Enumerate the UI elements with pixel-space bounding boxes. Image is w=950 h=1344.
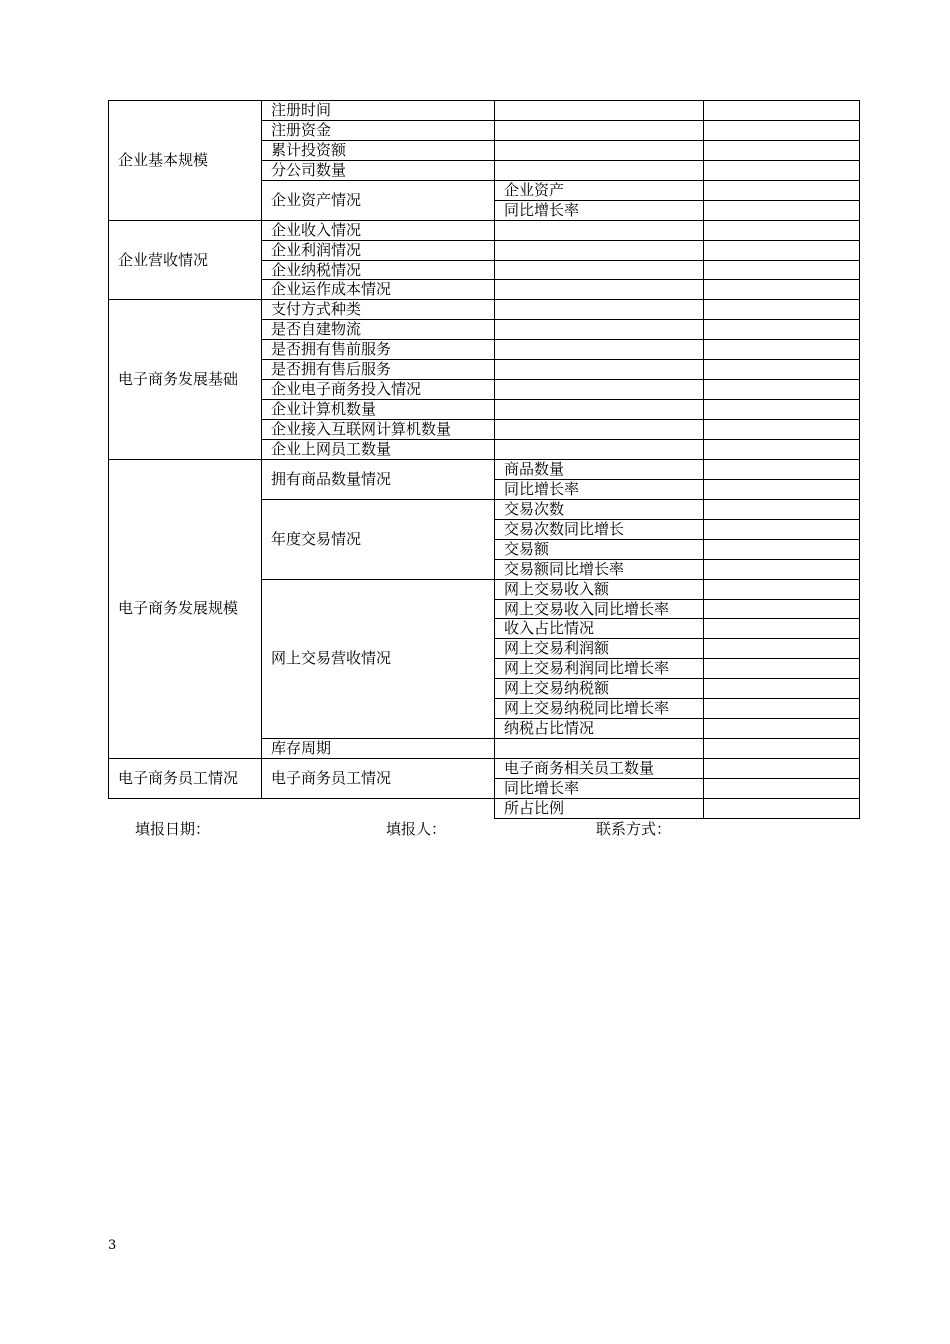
item-cell: 企业利润情况 <box>271 240 362 259</box>
item-cell: 企业计算机数量 <box>271 400 377 419</box>
table-border-left <box>108 100 109 798</box>
category-cell: 电子商务发展基础 <box>118 370 239 389</box>
category-cell: 企业基本规模 <box>118 150 209 169</box>
category-cell: 企业营收情况 <box>118 250 209 269</box>
indicator-cell: 网上交易利润同比增长率 <box>504 659 670 678</box>
row-divider <box>108 798 860 799</box>
indicator-cell: 网上交易纳税额 <box>504 679 610 698</box>
subcategory-cell: 企业资产情况 <box>271 190 362 209</box>
indicator-cell: 同比增长率 <box>504 200 580 219</box>
item-cell: 库存周期 <box>271 739 332 758</box>
page-number: 3 <box>108 1238 117 1253</box>
item-cell: 注册时间 <box>271 101 332 119</box>
indicator-cell: 同比增长率 <box>504 778 580 797</box>
item-cell: 企业上网员工数量 <box>271 439 392 458</box>
fill-date-label: 填报日期： <box>135 820 211 838</box>
indicator-cell: 网上交易利润额 <box>504 639 610 658</box>
item-cell: 分公司数量 <box>271 160 347 179</box>
indicator-cell: 所占比例 <box>504 798 565 817</box>
indicator-cell: 网上交易收入同比增长率 <box>504 599 670 618</box>
item-cell: 企业接入互联网计算机数量 <box>271 420 452 439</box>
contact-label: 联系方式： <box>596 820 672 838</box>
item-cell: 是否自建物流 <box>271 320 362 339</box>
indicator-cell: 网上交易收入额 <box>504 579 610 598</box>
indicator-cell: 交易次数 <box>504 499 565 518</box>
filler-label: 填报人： <box>386 820 447 838</box>
row-divider <box>108 758 860 759</box>
category-cell: 电子商务员工情况 <box>118 768 239 787</box>
item-cell: 支付方式种类 <box>271 300 362 319</box>
category-cell: 电子商务发展规模 <box>118 599 239 618</box>
item-cell: 是否拥有售前服务 <box>271 340 392 359</box>
item-cell: 累计投资额 <box>271 140 347 159</box>
indicator-cell: 同比增长率 <box>504 479 580 498</box>
row-divider <box>494 818 860 819</box>
item-cell: 企业运作成本情况 <box>271 280 392 299</box>
item-cell: 企业电子商务投入情况 <box>271 380 422 399</box>
subcategory-cell: 拥有商品数量情况 <box>271 469 392 488</box>
indicator-cell: 纳税占比情况 <box>504 719 595 738</box>
indicator-cell: 企业资产 <box>504 180 565 199</box>
item-cell: 企业收入情况 <box>271 220 362 239</box>
subcategory-cell: 网上交易营收情况 <box>271 649 392 668</box>
indicator-cell: 收入占比情况 <box>504 619 595 638</box>
indicator-cell: 电子商务相关员工数量 <box>504 759 655 778</box>
indicator-cell: 交易额同比增长率 <box>504 559 625 578</box>
indicator-cell: 网上交易纳税同比增长率 <box>504 699 670 718</box>
indicator-cell: 商品数量 <box>504 459 565 478</box>
subcategory-cell: 电子商务员工情况 <box>271 768 392 787</box>
item-cell: 是否拥有售后服务 <box>271 360 392 379</box>
item-cell: 企业纳税情况 <box>271 260 362 279</box>
indicator-cell: 交易额 <box>504 539 550 558</box>
row-divider <box>108 459 860 460</box>
subcategory-cell: 年度交易情况 <box>271 529 362 548</box>
item-cell: 注册资金 <box>271 120 332 139</box>
indicator-cell: 交易次数同比增长 <box>504 519 625 538</box>
